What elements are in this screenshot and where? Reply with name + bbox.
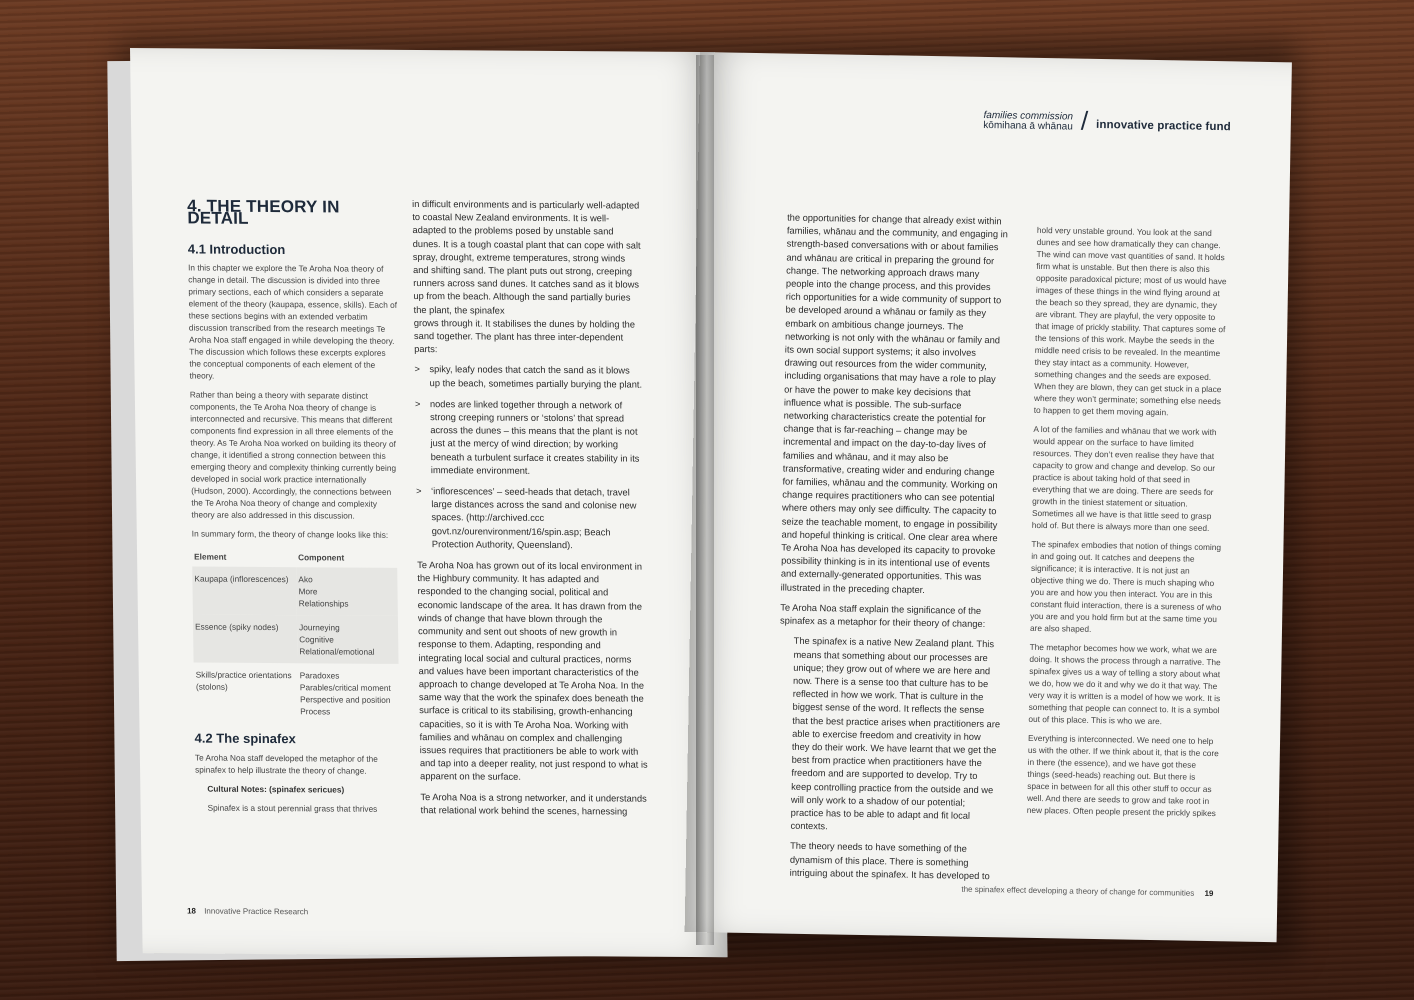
list-item-text: nodes are linked together through a network of strong creeping runners or ‘stolons’ that spread across the dunes – this means that the plant is not just at the mercy of wind direction; by working beneath a turbulent surface it creates stability in its immediate environment. [429, 398, 640, 476]
page-number: 19 [1204, 888, 1214, 899]
body-paragraph: the opportunities for change that already exist within families, whānau and the community, and engaging in strength-based conversations with or about families and whānau are critical in preparing the ground for change. The networking approach draws many people into the change process, and this provides rich opportunities for a wide community of support to be developed around a whānau or family as they embark on ambitious change journeys. The networking is not only with the whānau or family and its own social support systems; it also involves drawing out resources from the wider community, including organisations that may have a role to play or have the power to make key decisions that influence what is possible. The sub-surface networking characteristics create the potential for change that is far-reaching – change may be incremental and impact on the day-to-day lives of families and whānau, and it may also be transformative, creating wider and enduring change for families, whānau and the community. Working on change requires practitioners who can see potential where others may only see difficulty. The capacity to seize the teachable moment, to engage in possibility and hopeful thinking is critical. One clear area where Te Aroha Noa has developed its capacity to provoke possibility thinking is in its intentional use of events and externally-generated opportunities. This was illustrated in the preceding chapter. [780, 212, 1008, 595]
families-commission-logo [983, 111, 1073, 133]
brand-line-2: kōmihana ā whānau [983, 119, 1073, 133]
blockquote [790, 635, 1002, 883]
left-footer [187, 906, 308, 916]
intro-paragraph-2: Rather than being a theory with separate distinct components, the Te Aroha Noa theory of change is interconnected and recursive. This means that different components find expression in all three elements of the theory. As Te Aroha Noa worked on building its theory of change, it identified a strong connection between this emerging theory and complexity thinking currently being developed in social work practice internationally (Hudson, 2000). Accordingly, the connections between the Te Aroha Noa theory of change and complexity theory are also addressed in this discussion. [189, 389, 397, 521]
bullet-mark: > [414, 364, 420, 375]
list-item-text: ‘inflorescences’ – seed-heads that detach, travel large distances across the sand and colonise new spaces. (http://archived.ccc govt.nz/ourenvironment/16/spin.asp; Beach Protection Authority, Queensland). [431, 486, 637, 551]
left-page [130, 48, 728, 957]
body-paragraph: Te Aroha Noa has grown out of its local environment in the Highbury community. It has adapted and responded to the changing social, political and economic landscape of the area. It has drawn from the winds of change that have blown through the community and sent out shoots of new growth in response to them. Adapting, responding and integrating local social and cultural practices, norms and values have been important characteristics of the approach to change developed at Te Aroha Noa. In the same way that the work the spinafex does beneath the surface is critical to its stabilising, growth-enhancing capacities, so it is with Te Aroha Noa. Working with families and whānau on complex and challenging issues requires that practitioners be able to work with and tap into a deeper reality, not just respond to what is apparent on the surface. [417, 560, 648, 783]
right-column-1 [775, 212, 1009, 891]
body-paragraph: in difficult environments and is particularly well-adapted to coastal New Zealand environments. It is well-adapted to the problems posed by unstable sand dunes. It is a tough coastal plant that can cope with salt spray, drought, extreme temperatures, strong winds and shifting sand. The plant puts out strong, creeping runners across sand dunes. It catches sand as it blows up from the beach. Although the sand partially buries the plant, the spinafex [412, 198, 641, 316]
component-item: Cognitive [299, 634, 334, 645]
left-column-1 [187, 196, 406, 821]
list-item [414, 363, 642, 391]
bullet-mark: > [416, 486, 422, 497]
component-item: Parables/critical moment [299, 682, 391, 694]
component-item: Relationships [298, 598, 349, 609]
section-heading-introduction: 4.1 Introduction [187, 241, 286, 257]
quote-paragraph: The metaphor becomes how we work, what we are doing. It shows the process through a narrative. The spinafex gives us a way of telling a story about what we do, how we do it and why we do it that way. The very way it is written is a model of how we work. It is something that people can connect to. It is a symbol out of this place. This is who we are. [1028, 641, 1221, 727]
spinafex-paragraph: Te Aroha Noa staff developed the metaphor of the spinafex to help illustrate the theory of change. [194, 752, 378, 776]
quote-paragraph: hold very unstable ground. You look at the sand dunes and see how dramatically they can change. The wind can move vast quantities of sand. It holds firm what is unstable. But then there is also this opposite paradoxical picture; most of us would have images of these things in the wind flying around at the beach so they spread, they are dynamic, they are vibrant. They are playful, the very opposite to that image of prickly stability. That captures some of the tensions of this work. Maybe the seeds in the middle need crisis to be revealed. In the meantime they stay intact as a community. However, something changes and the seeds are exposed. When they are blown, they can get stuck in a place where they won’t germinate; something else needs to happen to get them moving again. [1033, 224, 1227, 418]
brand-slash: / [1080, 105, 1089, 136]
component-item: Paradoxes [299, 670, 340, 681]
theory-table [192, 547, 399, 724]
component-item: More [298, 586, 318, 597]
table-cell-components [298, 663, 400, 724]
bullet-mark: > [414, 398, 421, 409]
body-paragraph: grows through it. It stabilises the dunes by holding the sand together. The plant has three inter-dependent parts: [413, 317, 636, 355]
book-spine [696, 55, 714, 945]
brand-line-1: families commission [983, 109, 1074, 123]
right-footer [961, 885, 1219, 899]
footer-text: Innovative Practice Research [204, 906, 309, 917]
component-item: Ako [298, 574, 313, 585]
table-header-component: Component [298, 552, 345, 563]
list-item [415, 398, 644, 479]
quote-paragraph: The spinafex embodies that notion of things coming in and going out. It catches and deepens the significance; it is interactive. It is not just an objective thing we do. There is much shaping who you are and how you then interact. You are in this constant fluid interaction, there is a sureness of who you are and you hold firm but at the same time you are also shaped. [1029, 538, 1222, 634]
table-row [192, 567, 398, 616]
quote-paragraph: A lot of the families and whānau that we work with would appear on the surface to have limited resources. They don’t even realise they have that capacity to grow and change and develop. So our practice is about taking hold of that seed in everything that we are doing. There are seeds for growth in the tiniest statement or situation. Sometimes all we have is that little seed to grasp hold of. But there is always more than one seed. [1031, 423, 1217, 533]
chapter-title: 4. THE THEORY IN DETAIL [187, 196, 340, 229]
brand-header [983, 107, 1231, 135]
intro-paragraph-1: In this chapter we explore the Te Aroha Noa theory of change in detail. The discussion is divided into three primary sections, each of which considers a separate element of the theory (kaupapa, essence, skills). Each of these sections begins with an extended verbatim discussion transcribed from the research meetings Te Aroha Noa staff engaged in while developing the theory. The discussion which follows these excerpts explores the conceptual components of each element of the theory. [187, 262, 398, 381]
table-cell-element: Essence (spiky nodes) [193, 615, 298, 664]
table-row [194, 663, 400, 724]
table-cell-element: Kaupapa (inflorescences) [192, 567, 297, 616]
cultural-notes-line: Spinafex is a stout perennial grass that thrives [207, 802, 378, 814]
cultural-notes-heading: Cultural Notes: (spinafex sericues) [207, 783, 345, 795]
right-column-2 [1027, 224, 1229, 826]
summary-line: In summary form, the theory of change looks like this: [191, 528, 389, 541]
table-cell-element: Skills/practice orientations (stolons) [195, 669, 292, 692]
quote-paragraph: The spinafex is a native New Zealand plant. This means that something about our processes are unique; they grow out of where we are here and now. There is a sense too that culture has to be reflected in how we work. That is culture in the biggest sense of the word. It reflects the sense that the best practice arises when practitioners are able to exercise freedom and creativity in how they do their work. We have learnt that we get the best from practice when practitioners have the freedom and are supported to develop. Try to keep controlling practice from the outside and we will only work to a shadow of our potential; practice has to be able to adapt and fit local contexts. [790, 636, 1001, 832]
body-paragraph: Te Aroha Noa staff explain the significance of the spinafex as a metaphor for their theory of change: [780, 602, 986, 630]
quote-paragraph: The theory needs to have something of the dynamism of this place. There is something intriguing about the spinafex. It has developed to [789, 841, 990, 881]
table-cell-components [296, 567, 398, 616]
component-item: Relational/emotional [299, 646, 375, 657]
component-item: Perspective and position [299, 694, 391, 706]
component-item: Process [300, 706, 331, 717]
body-paragraph: Te Aroha Noa is a strong networker, and it understands that relational work behind the scenes, harnessing [420, 791, 647, 817]
page-number: 18 [186, 906, 197, 916]
table-header-element: Element [194, 551, 227, 562]
table-row [193, 615, 399, 664]
quote-paragraph: Everything is interconnected. We need one to help us with the other. If we think about it, that is the core in there (the essence), and we have got these things (seed-heads) reaching out. But there is space in between for all this other stuff to occur as well. And there are seeds to grow and take root in new places. Often people present the prickly spikes [1026, 732, 1219, 819]
section-heading-spinafex: 4.2 The spinafex [194, 730, 296, 747]
table-cell-components [297, 615, 399, 664]
footer-text: the spinafex effect developing a theory of change for communities [961, 884, 1195, 898]
list-item-text: spiky, leafy nodes that catch the sand as it blows up the beach, sometimes partially burying the plant. [429, 364, 643, 390]
innovative-practice-fund: innovative practice fund [1095, 118, 1231, 134]
list-item [416, 485, 645, 553]
right-page [685, 52, 1292, 942]
component-item: Journeying [298, 622, 340, 633]
left-column-2 [412, 198, 649, 826]
